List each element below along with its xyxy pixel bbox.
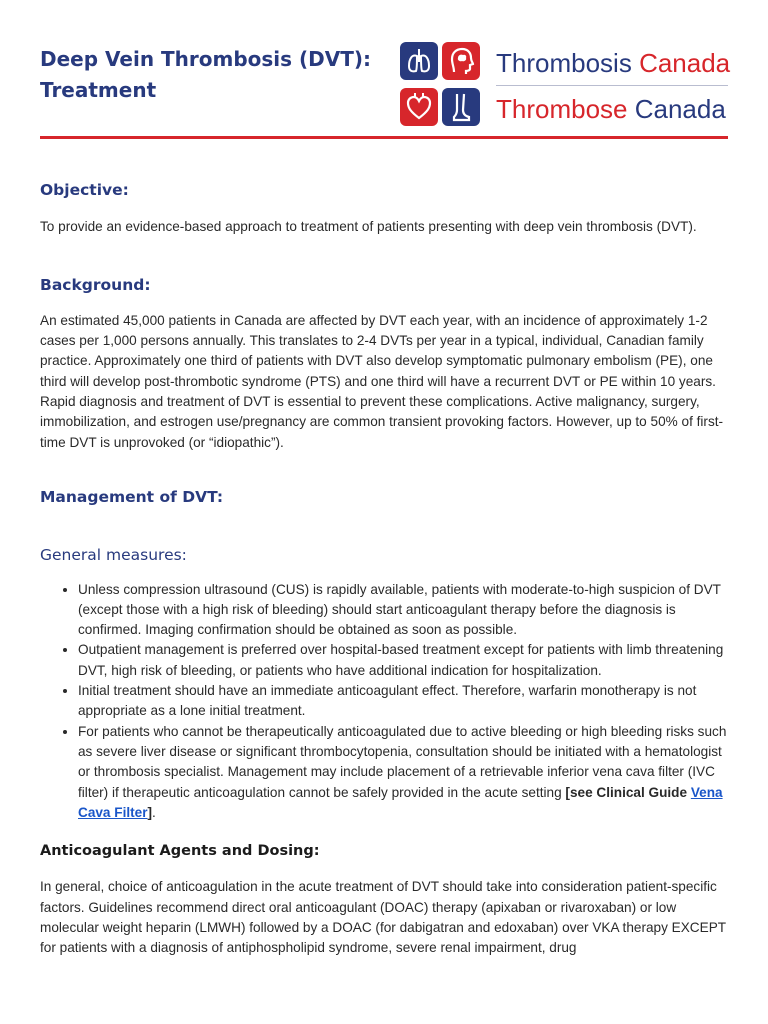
general-measures-list — [40, 580, 730, 824]
document-body — [40, 170, 730, 959]
general-measures-heading: General measures: — [40, 546, 187, 565]
logo-fr-bold: Thrombose — [496, 94, 628, 124]
objective-heading: Objective: — [40, 181, 129, 199]
logo-tiles — [400, 42, 480, 128]
logo-name-english — [496, 48, 730, 78]
bullet4-text: For patients who cannot be therapeutically anticoagulated due to active bleeding or high bleeding risks such as severe liver disease or significant thrombocytopenia, consultation should be initiated with a hematologist or thrombosis specialist. Management may include placement of a retrievable inferior vena cava filter (IVC filter) if therapeutic anticoagulation cannot be safely provided in the acute setting — [78, 723, 727, 800]
list-item: • Outpatient management is preferred over hospital-based treatment except for patients with limb threatening DVT, high risk of bleeding, or patients who have additional indication for hospitalization. — [78, 640, 730, 681]
vena-cava-filter-link[interactable]: Vena Cava Filter — [78, 784, 723, 820]
list-item: • Initial treatment should have an immediate anticoagulant effect. Therefore, warfarin monotherapy is not appropriate as a lone initial treatment. — [78, 681, 730, 722]
logo-en-bold: Thrombosis — [496, 48, 632, 78]
title-line-2: Treatment — [40, 78, 157, 102]
logo-divider — [496, 85, 728, 86]
heart-icon — [400, 88, 438, 126]
document-title — [40, 44, 380, 106]
header-divider — [40, 136, 728, 139]
title-line-1: Deep Vein Thrombosis (DVT): — [40, 47, 372, 71]
anticoagulant-heading: Anticoagulant Agents and Dosing: — [40, 843, 320, 860]
anticoagulant-text: In general, choice of anticoagulation in the acute treatment of DVT should take into consideration patient-specific factors. Guidelines recommend direct oral anticoagulant (DOAC) therapy (apixaban or rivaroxaban) or low molecular weight heparin (LMWH) followed by a DOAC (for dabigatran and edoxaban) over VKA therapy EXCEPT for patients with a diagnosis of antiphospholipid syndrome, severe renal impairment, drug — [40, 879, 726, 956]
thrombosis-canada-logo — [400, 42, 730, 128]
background-text: An estimated 45,000 patients in Canada are affected by DVT each year, with an incidence of approximately 1-2 cases per 1,000 persons annually. This translates to 2-4 DVTs per year in a typical, individual, Canadian family practice. Approximately one third of patients with DVT also develop symptomatic pulmonary embolism (PE), one third will develop post-thrombotic syndrome (PTS) and one third will have a recurrent DVT or PE within 10 years. Rapid diagnosis and treatment of DVT is essential to prevent these complications. Active malignancy, surgery, immobilization, and estrogen use/pregnancy are common transient provoking factors. However, up to 50% of first-time DVT is unprovoked (or “idiopathic”). — [40, 312, 724, 450]
logo-en-light: Canada — [639, 48, 731, 78]
list-item — [78, 722, 730, 823]
clinical-guide-label: [see Clinical Guide — [565, 784, 691, 800]
management-heading: Management of DVT: — [40, 487, 224, 506]
bullet4-end: . — [152, 804, 156, 820]
logo-fr-light: Canada — [634, 94, 726, 124]
head-icon — [442, 42, 480, 80]
lungs-icon — [400, 42, 438, 80]
leg-icon — [442, 88, 480, 126]
list-item: • Unless compression ultrasound (CUS) is rapidly available, patients with moderate-to-high suspicion of DVT (except those with a high risk of bleeding) should start anticoagulant therapy before the diagnosis is confirmed. Imaging confirmation should be obtained as soon as possible. — [78, 580, 730, 641]
background-heading: Background: — [40, 275, 151, 294]
clinical-guide-close: ] — [147, 804, 153, 820]
logo-name-french — [496, 94, 726, 124]
objective-text: To provide an evidence-based approach to treatment of patients presenting with deep vein thrombosis (DVT). — [40, 219, 697, 235]
